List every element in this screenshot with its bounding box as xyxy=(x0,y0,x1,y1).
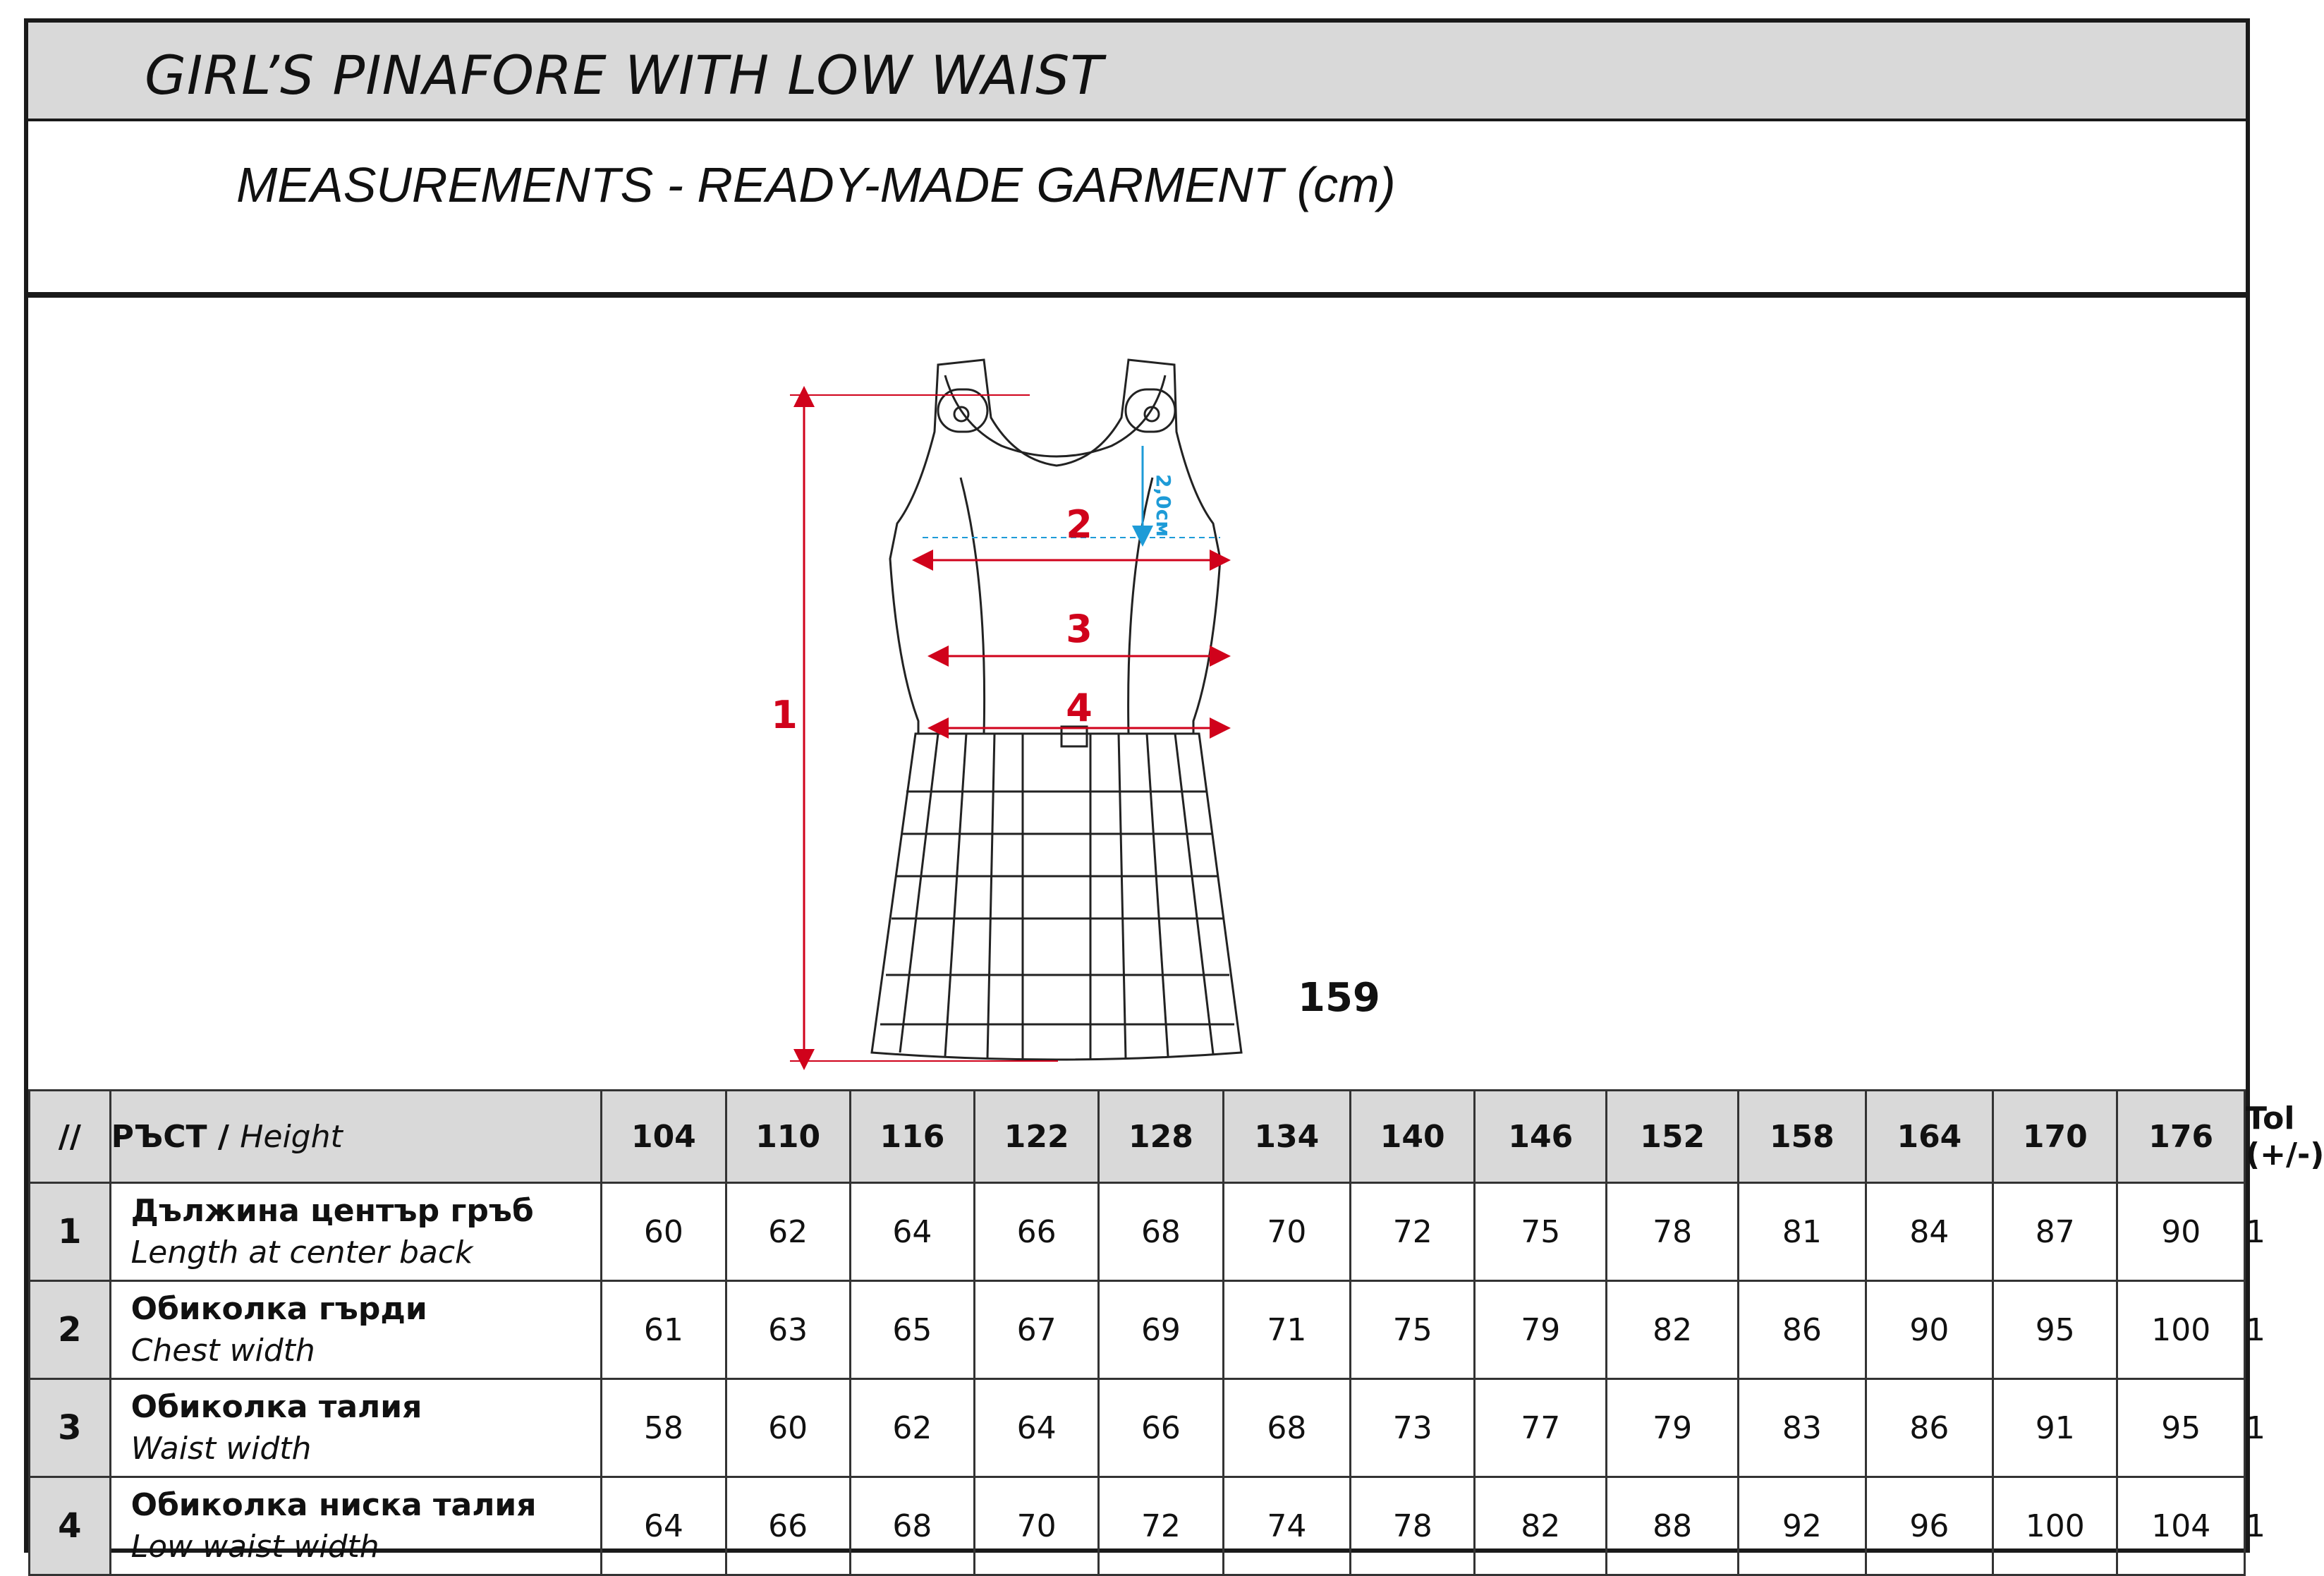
table-cell: 88 xyxy=(1607,1477,1739,1575)
marker-3: 3 xyxy=(1066,607,1093,651)
table-cell: 64 xyxy=(850,1183,974,1281)
table-cell: 68 xyxy=(850,1477,974,1575)
table-cell: 95 xyxy=(2117,1379,2245,1477)
table-cell: 91 xyxy=(1993,1379,2117,1477)
table-cell: 72 xyxy=(1351,1183,1475,1281)
table-cell: 75 xyxy=(1475,1183,1607,1281)
skirt-outline xyxy=(872,727,1241,1060)
table-cell: 82 xyxy=(1607,1281,1739,1379)
model-size-label: 159 xyxy=(1298,975,1380,1021)
table-cell: 87 xyxy=(1993,1183,2117,1281)
table-row: 1 Дължина център гръб Length at center back 60 62 64 66 68 70 72 75 78 81 84 87 90 1 xyxy=(30,1183,2245,1281)
size-header: 128 xyxy=(1099,1091,1223,1183)
measurement-sheet xyxy=(24,18,2324,1565)
bodice-outline xyxy=(890,360,1220,734)
table-row: 2 Обиколка гърди Chest width 61 63 65 67 69 71 75 79 82 86 90 95 100 1 xyxy=(30,1281,2245,1379)
table-cell: 100 xyxy=(1993,1477,2117,1575)
row-label xyxy=(110,1379,602,1477)
title-bar xyxy=(28,23,2246,121)
header-height-en: Height xyxy=(240,1118,343,1155)
table-cell: 69 xyxy=(1099,1281,1223,1379)
table-cell: 68 xyxy=(1223,1379,1351,1477)
header-corner: // xyxy=(30,1091,111,1183)
table-cell: 86 xyxy=(1866,1379,1993,1477)
table-cell: 67 xyxy=(975,1281,1099,1379)
table-cell: 58 xyxy=(602,1379,726,1477)
table-cell: 63 xyxy=(726,1281,850,1379)
size-header: 176 xyxy=(2117,1091,2245,1183)
pinafore-technical-drawing xyxy=(28,298,2246,1095)
table-cell: 66 xyxy=(726,1477,850,1575)
table-cell: 83 xyxy=(1739,1379,1866,1477)
table-cell: 86 xyxy=(1739,1281,1866,1379)
header-height-label xyxy=(110,1091,602,1183)
row-label xyxy=(110,1477,602,1575)
table-cell: 82 xyxy=(1475,1477,1607,1575)
row-number: 1 xyxy=(30,1183,111,1281)
marker-4: 4 xyxy=(1066,686,1093,730)
row-label-en: Waist width xyxy=(130,1431,312,1467)
table-cell: 62 xyxy=(726,1183,850,1281)
row-number: 2 xyxy=(30,1281,111,1379)
table-cell: 81 xyxy=(1739,1183,1866,1281)
table-row: 4 Обиколка ниска талия Low waist width 64 66 68 70 72 74 78 82 88 92 96 100 104 1 xyxy=(30,1477,2245,1575)
table-cell: 95 xyxy=(1993,1281,2117,1379)
table-cell: 92 xyxy=(1739,1477,1866,1575)
table-cell: 66 xyxy=(1099,1379,1223,1477)
row-label-bg: Обиколка талия xyxy=(130,1388,422,1425)
row-label-bg: Дължина център гръб xyxy=(130,1192,534,1229)
header-height-bg: РЪСТ / xyxy=(111,1118,229,1155)
table-cell: 78 xyxy=(1607,1183,1739,1281)
table-cell: 79 xyxy=(1607,1379,1739,1477)
size-header: 116 xyxy=(850,1091,974,1183)
marker-1: 1 xyxy=(771,693,798,737)
table-row: 3 Обиколка талия Waist width 58 60 62 64 66 68 73 77 79 83 86 91 95 1 xyxy=(30,1379,2245,1477)
table-cell: 75 xyxy=(1351,1281,1475,1379)
subtitle-box xyxy=(28,121,2246,298)
measurement-table xyxy=(28,1089,2324,1576)
row-label-bg: Обиколка ниска талия xyxy=(130,1486,537,1523)
table-cell: 62 xyxy=(850,1379,974,1477)
size-header: 134 xyxy=(1223,1091,1351,1183)
marker-2: 2 xyxy=(1066,502,1093,547)
size-header: 140 xyxy=(1351,1091,1475,1183)
table-cell: 68 xyxy=(1099,1183,1223,1281)
table-cell: 78 xyxy=(1351,1477,1475,1575)
table-cell: 64 xyxy=(602,1477,726,1575)
row-label-en: Length at center back xyxy=(130,1235,473,1271)
table-cell: 66 xyxy=(975,1183,1099,1281)
table-cell: 84 xyxy=(1866,1183,1993,1281)
table-cell: 74 xyxy=(1223,1477,1351,1575)
page-subtitle: MEASUREMENTS - READY-MADE GARMENT (cm) xyxy=(236,157,1396,212)
table-cell: 77 xyxy=(1475,1379,1607,1477)
table-cell: 60 xyxy=(726,1379,850,1477)
table-cell: 61 xyxy=(602,1281,726,1379)
garment-figure xyxy=(28,298,2246,1109)
table-cell: 60 xyxy=(602,1183,726,1281)
table-cell: 90 xyxy=(1866,1281,1993,1379)
size-header: 164 xyxy=(1866,1091,1993,1183)
table-cell: 100 xyxy=(2117,1281,2245,1379)
size-header: 104 xyxy=(602,1091,726,1183)
page-title: GIRL’S PINAFORE WITH LOW WAIST xyxy=(145,44,1104,107)
table-cell: 79 xyxy=(1475,1281,1607,1379)
size-header: 122 xyxy=(975,1091,1099,1183)
table-cell: 73 xyxy=(1351,1379,1475,1477)
size-header: 152 xyxy=(1607,1091,1739,1183)
row-number: 4 xyxy=(30,1477,111,1575)
row-label xyxy=(110,1281,602,1379)
table-cell: 104 xyxy=(2117,1477,2245,1575)
size-header: 146 xyxy=(1475,1091,1607,1183)
table-cell: 70 xyxy=(975,1477,1099,1575)
size-header: 170 xyxy=(1993,1091,2117,1183)
table-header-row: // РЪСТ / Height 104 110 116 122 128 134 140 146 152 158 164 170 176 Tol (+/-) xyxy=(30,1091,2245,1183)
table-cell: 65 xyxy=(850,1281,974,1379)
table-cell: 72 xyxy=(1099,1477,1223,1575)
row-label-bg: Обиколка гърди xyxy=(130,1290,427,1327)
row-label-en: Chest width xyxy=(130,1333,315,1369)
row-number: 3 xyxy=(30,1379,111,1477)
chest-offset-label: 2,0см xyxy=(1152,474,1175,538)
size-header: 158 xyxy=(1739,1091,1866,1183)
table-cell: 90 xyxy=(2117,1183,2245,1281)
size-header: 110 xyxy=(726,1091,850,1183)
table-cell: 64 xyxy=(975,1379,1099,1477)
row-label xyxy=(110,1183,602,1281)
row-label-en: Low waist width xyxy=(130,1529,379,1565)
table-cell: 96 xyxy=(1866,1477,1993,1575)
table-cell: 71 xyxy=(1223,1281,1351,1379)
table-cell: 70 xyxy=(1223,1183,1351,1281)
